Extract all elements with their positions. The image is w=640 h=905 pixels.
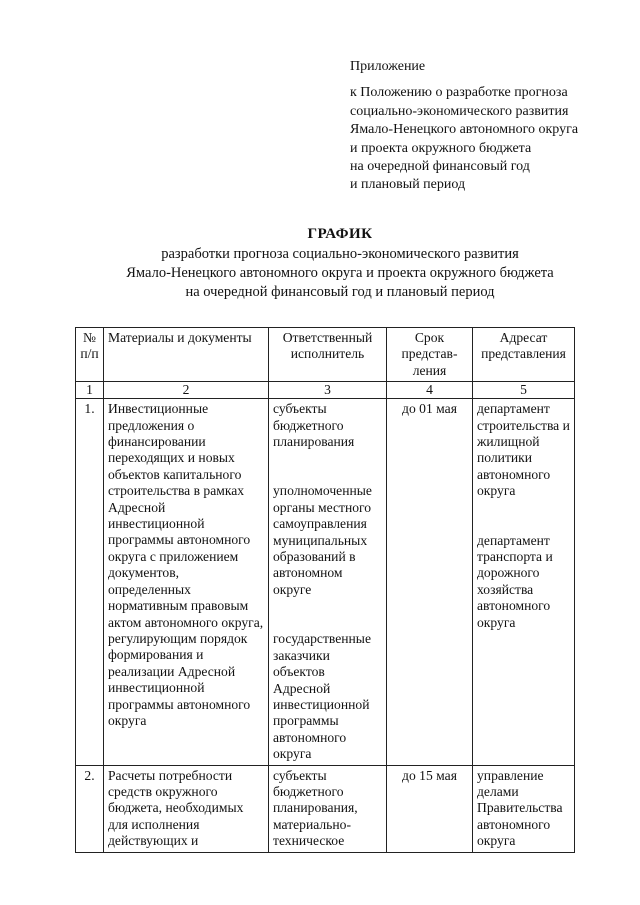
executor-entry: государственные заказчики объектов Адресной инвестиционной программы автономного округа	[273, 631, 371, 762]
document-title: ГРАФИК	[307, 226, 373, 242]
addressee-entry: департамент строительства и жилищной политики автономного округа	[477, 401, 570, 499]
row-addressee	[473, 765, 575, 852]
schedule-table	[75, 327, 575, 853]
column-number-row	[76, 382, 575, 399]
document-heading	[40, 225, 640, 302]
column-number: 5	[473, 382, 575, 399]
row-num: 2.	[76, 765, 104, 852]
header-materials: Материалы и документы	[104, 328, 269, 382]
row-addressee	[473, 399, 575, 765]
appendix-title: Приложение	[350, 59, 426, 74]
row-executor	[269, 399, 387, 765]
row-materials: Инвестиционные предложения о финансировании переходящих и новых объектов капитального строительства в рамках Адресной инвестиционной программы автономного округа с приложением документов, определенных нормативным правовым актом автономного округа, регулирующим порядок формирования и реализации Адресной инвестиционной программы автономного округа	[104, 399, 269, 765]
appendix-line: Ямало-Ненецкого автономного округа	[350, 122, 579, 138]
column-number: 3	[269, 382, 387, 399]
appendix-line: на очередной финансовый год	[350, 159, 530, 175]
executor-entry: субъекты бюджетного планирования	[273, 401, 355, 450]
table-row	[76, 765, 575, 852]
executor-entry: уполномоченные органы местного самоуправления муниципальных образований в автономном округе	[273, 483, 372, 597]
header-executor: Ответственный исполнитель	[269, 328, 387, 382]
row-term: до 15 мая	[387, 765, 473, 852]
document-subtitle-line: разработки прогноза социально-экономического развития	[161, 246, 519, 262]
row-materials: Расчеты потребности средств окружного бюджета, необходимых для исполнения действующих и	[104, 765, 269, 852]
document-subtitle-line: Ямало-Ненецкого автономного округа и проекта окружного бюджета	[126, 265, 554, 281]
addressee-entry: управление делами Правительства автономного округа	[477, 767, 563, 849]
addressee-entry: департамент транспорта и дорожного хозяйства автономного округа	[477, 532, 553, 630]
appendix-line: социально-экономического развития	[350, 103, 569, 119]
table-row	[76, 399, 575, 765]
header-num: № п/п	[76, 328, 104, 382]
appendix-line: к Положению о разработке прогноза	[350, 85, 568, 101]
column-number: 4	[387, 382, 473, 399]
row-num: 1.	[76, 399, 104, 765]
header-addressee: Адресат представления	[473, 328, 575, 382]
row-executor	[269, 765, 387, 852]
appendix-block	[350, 58, 578, 195]
document-subtitle-line: на очередной финансовый год и плановый период	[185, 284, 495, 300]
appendix-line: и проекта окружного бюджета	[350, 140, 532, 156]
column-number: 2	[104, 382, 269, 399]
row-term: до 01 мая	[387, 399, 473, 765]
table-header-row	[76, 328, 575, 382]
appendix-line: и плановый период	[350, 177, 466, 193]
header-term: Срок представ-ления	[387, 328, 473, 382]
executor-entry: субъекты бюджетного планирования, материально-техническое	[273, 767, 358, 849]
column-number: 1	[76, 382, 104, 399]
